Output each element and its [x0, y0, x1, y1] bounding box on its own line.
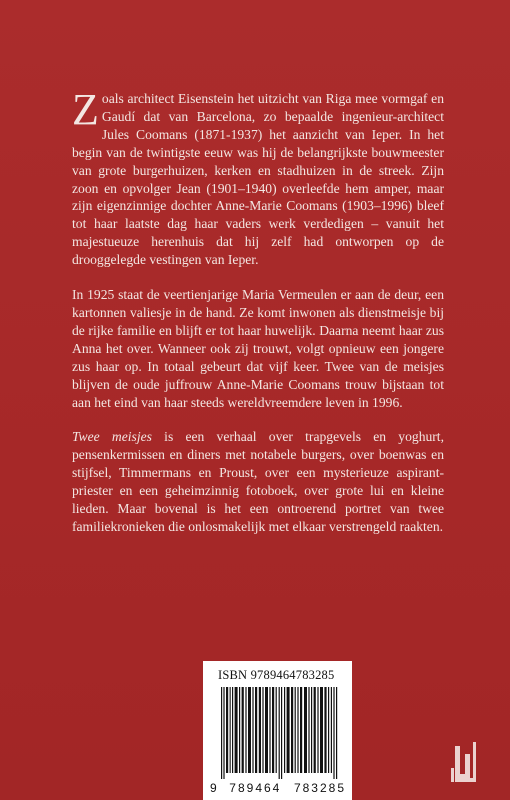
- paragraph-1: [72, 85, 444, 269]
- blurb-text: [72, 85, 444, 553]
- book-title-italic: Twee meisjes: [72, 429, 152, 445]
- barcode-digit-group-2: 783285: [293, 781, 346, 795]
- barcode-bars: [221, 687, 339, 779]
- paragraph-2: In 1925 staat de veertienjarige Maria Vermeulen er aan de deur, een kartonnen valiesje in de hand. Ze komt inwonen als dienstmeisje bij de rijke familie en blijft er tot haar huwelijk. Daarna neemt haar zus Anna het over. Wanneer ook zij trouwt, volgt opnieuw een jongere zus haar op. In totaal gebeurt dat vijf keer. Twee van de meisjes blijven de oude juffrouw Anne-Marie Coomans trouw bijstaan tot aan het eind van haar steeds wereldvreemdere leven in 1996.: [72, 287, 444, 410]
- publisher-logo-icon: [451, 738, 477, 782]
- barcode-panel: [203, 661, 352, 800]
- paragraph-1-text: oals architect Eisenstein het uitzicht van Riga mee vormgaf en Gaudí dat van Barcelona, zo bepaalde ingenieur-architect Jules Coomans (1871-1937) het aanzicht van Ieper. In het begin van de twintigste eeuw was hij de belangrijkste bouwmeester van grote burgerhuizen, kerken en stadhuizen in de streek. Zijn zoon en opvolger Jean (1901–1940) overleefde hem amper, maar zijn eigenzinnige dochter Anne-Marie Coomans (1903–1996) bleef tot haar laatste dag haar vaders werk verdedigen – vanuit het majestueuze herenhuis dat hij zelf had ontworpen op de drooggelegde vestingen van Ieper.: [72, 91, 444, 268]
- barcode-digits: [210, 781, 346, 795]
- paragraph-3: [72, 428, 444, 535]
- barcode-digit-group-1: 789464: [229, 781, 282, 795]
- paragraph-3-text: is een verhaal over trapgevels en yoghurt, pensenkermissen en diners met notabele burgers, over boenwas en stijfsel, Timmermans en Proust, over een mysterieuze aspirant-priester en een geheimzinnig fotoboek, over grote lui en kleine lieden. Maar bovenal is het een ontroerend portret van twee familiekronieken die onlosmakelijk met elkaar verstrengeld raakten.: [72, 429, 444, 534]
- barcode-digit-first: 9: [210, 781, 217, 795]
- drop-cap: Z: [72, 85, 99, 134]
- isbn-label: ISBN 9789464783285: [218, 668, 335, 682]
